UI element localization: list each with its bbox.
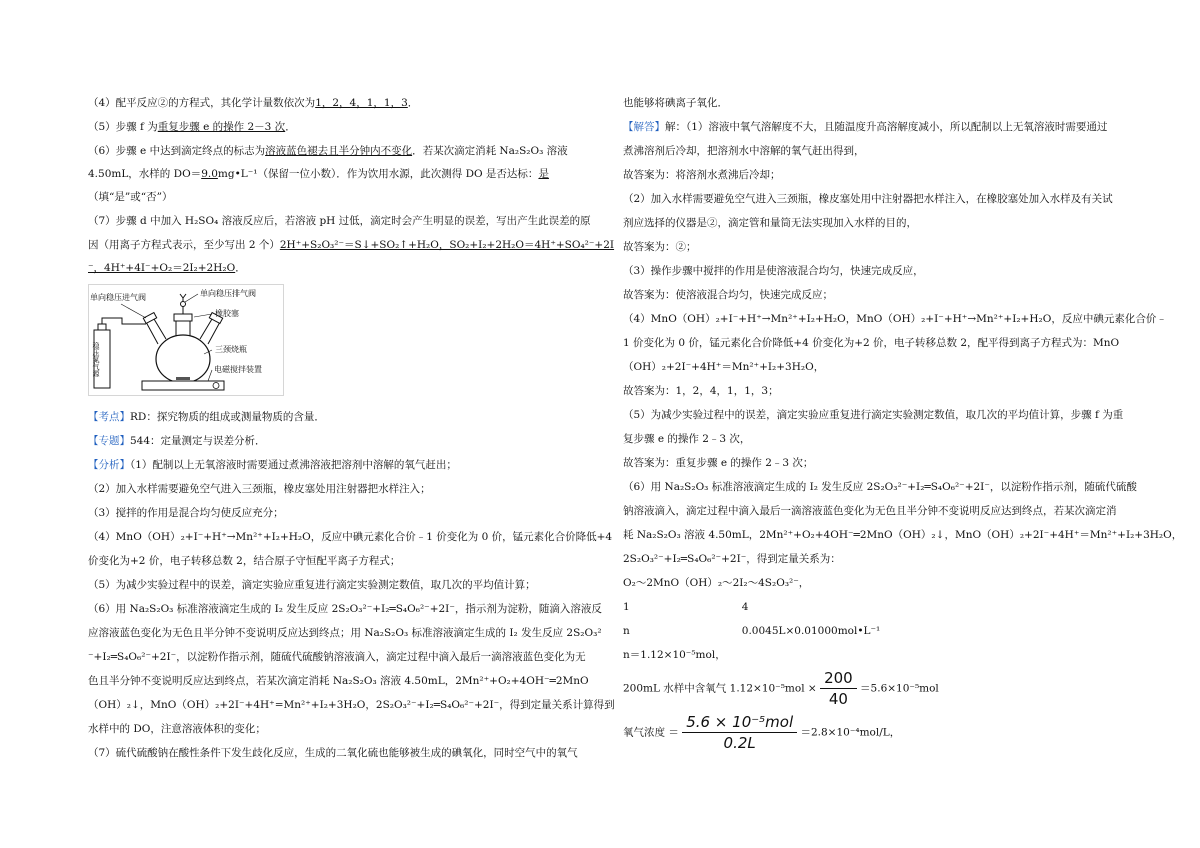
q5-answer: 重复步骤 e 的操作 2－3 次: [157, 121, 286, 133]
r-line-26: [623, 712, 900, 753]
fenxi-l1: （1）配制以上无氧溶液时需要通过煮沸溶液把溶剂中溶解的氧气赶出；: [130, 459, 457, 471]
cylinder-valve: [98, 324, 106, 330]
r-line-18: 钠溶液滴入，滴定过程中滴入最后一滴溶液蓝色变化为无色且半分钟不变说明反应达到终点，若某次滴定消: [623, 505, 1117, 517]
r-line-10: （4）MnO（OH）₂+I⁻+H⁺→Mn²⁺+I₂+H₂O，MnO（OH）₂+I⁻+H⁺→Mn²⁺+I₂+H₂O，反应中碘元素化合价﹣: [623, 313, 1167, 325]
zhuanti-tag: 【专题】: [88, 435, 130, 447]
q5-line: [88, 120, 296, 134]
r-l2-text: 解：（1）溶液中氧气溶解度不大，且随温度升高溶解度减小，所以配制以上无氧溶液时需要通过: [665, 121, 1108, 133]
kaodian-text: RD：探究物质的组成或测量物质的含量．: [130, 411, 325, 423]
fraction-concentration-denominator: 0.2L: [723, 734, 756, 752]
kaodian-tag: 【考点】: [88, 411, 130, 423]
zhuanti-line: [88, 434, 266, 448]
magnetic-stirrer: [142, 381, 224, 390]
ratio-s2o3: 4: [741, 601, 749, 613]
r-l26-suffix: ＝2.8×10⁻⁴mol/L，: [800, 726, 901, 739]
q5-suffix: ．: [285, 121, 296, 133]
fraction-200-40-numerator: 200: [820, 668, 857, 689]
r-line-8: （3）操作步骤中搅拌的作用是使溶液混合均匀，快速完成反应，: [623, 265, 924, 277]
q6-line-2: [88, 167, 549, 181]
r-line-23: [623, 624, 880, 638]
fenxi-line-10: 色且半分钟不变说明反应达到终点，若某次滴定消耗 Na₂S₂O₃ 溶液 4.50mL，2Mn²⁺+O₂+4OH⁻═2MnO: [88, 675, 589, 687]
q6-l1-suffix: ．若某次滴定消耗 Na₂S₂O₃ 溶液: [412, 145, 568, 157]
fenxi-line-11: （OH）₂↓，MnO（OH）₂+2I⁻+4H⁺=Mn²⁺+I₂+3H₂O，2S₂O₃²⁻+I₂═S₄O₆²⁻+2I⁻，得到定量关系计算得到: [88, 699, 615, 711]
q5-prefix: （5）步骤 f 为: [88, 121, 158, 133]
amount-thiosulfate: 0.0045L×0.01000mol•L⁻¹: [741, 625, 881, 637]
r-line-5: （2）加入水样需要避免空气进入三颈瓶，橡皮塞处用中注射器把水样注入，在橡胶塞处加入水样及有关试: [623, 193, 1113, 205]
r-line-20: 2S₂O₃²⁻+I₂═S₄O₆²⁻+2I⁻，得到定量关系为：: [623, 553, 841, 565]
three-neck-flask: [156, 335, 210, 383]
r-line-12: （OH）₂+2I⁻+4H⁺＝Mn²⁺+I₂+3H₂O，: [623, 361, 825, 373]
apparatus-diagram: [88, 284, 284, 396]
r-line-21: O₂～2MnO（OH）₂～2I₂～4S₂O₃²⁻，: [623, 577, 810, 589]
r-line-13: 故答案为：1，2，4，1，1，3；: [623, 385, 779, 397]
label-outlet-valve: 单向稳压排气阀: [200, 289, 256, 298]
r-line-11: 1 价变化为 0 价，锰元素化合价降低+4 价变化为+2 价，电子转移总数 2，配平得到离子方程式为：MnO: [623, 337, 1120, 349]
fenxi-line-1: [88, 458, 457, 472]
q4-suffix: ．: [407, 97, 419, 109]
zhuanti-text: 544：定量测定与误差分析．: [130, 435, 266, 447]
label-stopper: 橡胶塞: [215, 309, 239, 318]
stirrer-knob: [213, 383, 219, 389]
outlet-valve: [181, 302, 186, 307]
label-inlet-valve: 单向稳压进气阀: [90, 293, 146, 302]
r-l25-suffix: ＝5.6×10⁻⁵mol: [860, 682, 939, 695]
r-l26-prefix: 氧气浓度 ＝: [623, 726, 679, 739]
kaodian-line: [88, 410, 325, 424]
q6-l2-mid: mg•L⁻¹（保留一位小数）．作为饮用水源，此次测得 DO 是否达标：: [217, 168, 539, 180]
r-line-9: 故答案为：使溶液混合均匀，快速完成反应；: [623, 289, 833, 301]
q7-l2-answer: 2H⁺+S₂O₃²⁻＝S↓+SO₂↑+H₂O，SO₂+I₂+2H₂O＝4H⁺+SO₄²⁻+2I: [279, 239, 615, 251]
fenxi-line-5: 价变化为+2 价，电子转移总数 2，结合原子守恒配平离子方程式；: [88, 555, 401, 567]
q6-l1-prefix: （6）步骤 e 中达到滴定终点的标志为: [88, 145, 266, 157]
fraction-200-40: [820, 668, 857, 709]
fenxi-line-8: 应溶液蓝色变化为无色且半分钟不变说明反应达到终点；用 Na₂S₂O₃ 标准溶液滴定生成的 I₂ 发生反应 2S₂O₃²: [88, 627, 602, 639]
r-line-22: [623, 600, 748, 614]
fraction-concentration-numerator: 5.6 × 10⁻⁵mol: [682, 712, 797, 733]
fenxi-line-12: 水样中的 DO，注意溶液体积的变化；: [88, 723, 266, 735]
r-line-6: 剂应选择的仪器是②，滴定管和量筒无法实现加入水样的目的，: [623, 217, 917, 229]
fraction-concentration: [682, 712, 797, 753]
r-line-3: 煮沸溶剂后冷却，把溶剂水中溶解的氧气赶出得到，: [623, 145, 865, 157]
label-gas-source: 稳压氮气源: [92, 342, 100, 377]
amount-n: n: [623, 625, 630, 637]
q7-line-3: [88, 261, 246, 275]
center-stopper: [174, 314, 192, 321]
fenxi-line-2: （2）加入水样需要避免空气进入三颈瓶，橡皮塞处用注射器把水样注入；: [88, 483, 431, 495]
label-stirrer: 电磁搅拌装置: [214, 365, 262, 374]
r-line-17: （6）用 Na₂S₂O₃ 标准溶液滴定生成的 I₂ 发生反应 2S₂O₃²⁻+I₂═S₄O₆²⁻+2I⁻，以淀粉作指示剂，随硫代硫酸: [623, 481, 1137, 493]
fenxi-line-3: （3）搅拌的作用是混合均匀使反应充分；: [88, 507, 284, 519]
fraction-200-40-denominator: 40: [828, 690, 848, 708]
r-line-14: （5）为减少实验过程中的误差，滴定实验应重复进行滴定实验测定数值，取几次的平均值计算，步骤 f 为重: [623, 409, 1124, 421]
q4-answer: 1，2，4，1，1，3: [315, 97, 408, 109]
r-l25-prefix: 200mL 水样中含氧气 1.12×10⁻⁵mol ×: [623, 682, 817, 695]
fenxi-line-6: （5）为减少实验过程中的误差，滴定实验应重复进行滴定实验测定数值，取几次的平均值计算；: [88, 579, 536, 591]
q6-line-3: （填“是”或“否”）: [88, 191, 173, 203]
r-line-7: 故答案为：②；: [623, 241, 697, 253]
jieda-tag: 【解答】: [623, 121, 665, 133]
q7-line-1: （7）步骤 d 中加入 H₂SO₄ 溶液反应后，若溶液 pH 过低，滴定时会产生明显的误差，写出产生此误差的原: [88, 215, 591, 227]
q4-line: [88, 96, 418, 110]
q6-l2-answer: 9.0: [201, 168, 218, 180]
r-line-4: 故答案为：将溶剂水煮沸后冷却；: [623, 169, 781, 181]
label-flask: 三颈烧瓶: [215, 345, 247, 354]
fenxi-line-9: ⁻+I₂═S₄O₆²⁻+2I⁻，以淀粉作指示剂，随硫代硫酸钠溶液滴入，滴定过程中滴入最后一滴溶液蓝色变化为无: [88, 651, 586, 663]
fenxi-line-4: （4）MnO（OH）₂+I⁻+H⁺→Mn²⁺+I₂+H₂O，反应中碘元素化合价﹣1 价变化为 0 价，锰元素化合价降低+4: [88, 531, 613, 543]
q6-line-1: [88, 144, 568, 158]
r-line-1: 也能够将碘离子氧化．: [623, 97, 728, 109]
q7-l3-answer: ⁻，4H⁺+4I⁻+O₂＝2I₂+2H₂O: [88, 262, 236, 274]
q7-l3-suffix: ．: [235, 262, 246, 274]
q4-prefix: （4）配平反应②的方程式，其化学计量数依次为: [88, 97, 316, 109]
fenxi-line-7: （6）用 Na₂S₂O₃ 标准溶液滴定生成的 I₂ 发生反应 2S₂O₃²⁻+I₂═S₄O₆²⁻+2I⁻，指示剂为淀粉，随滴入溶液反: [88, 603, 602, 615]
r-line-2: [623, 120, 1107, 134]
r-line-19: 耗 Na₂S₂O₃ 溶液 4.50mL，2Mn²⁺+O₂+4OH⁻═2MnO（OH）₂↓，MnO（OH）₂+2I⁻+4H⁺＝Mn²⁺+I₂+3H₂O，: [623, 529, 1183, 541]
q6-l2-answer2: 是: [538, 168, 549, 180]
fenxi-tag: 【分析】: [88, 459, 130, 471]
r-line-24: n＝1.12×10⁻⁵mol，: [623, 649, 726, 661]
q7-line-2: [88, 238, 614, 252]
fenxi-line-13: （7）硫代硫酸钠在酸性条件下发生歧化反应，生成的二氧化硫也能够被生成的碘氧化，同时空气中的氧气: [88, 747, 578, 759]
q6-l2-prefix: 4.50mL，水样的 DO＝: [88, 168, 202, 180]
ratio-o2: 1: [623, 601, 630, 613]
r-line-16: 故答案为：重复步骤 e 的操作 2﹣3 次；: [623, 457, 814, 469]
r-line-25: [623, 668, 939, 709]
stir-bar: [176, 377, 190, 380]
q7-l2-prefix: 因（用离子方程式表示，至少写出 2 个）: [88, 239, 280, 251]
r-line-15: 复步骤 e 的操作 2﹣3 次，: [623, 433, 751, 445]
q6-l1-answer: 溶液蓝色褪去且半分钟内不变化: [265, 145, 413, 157]
